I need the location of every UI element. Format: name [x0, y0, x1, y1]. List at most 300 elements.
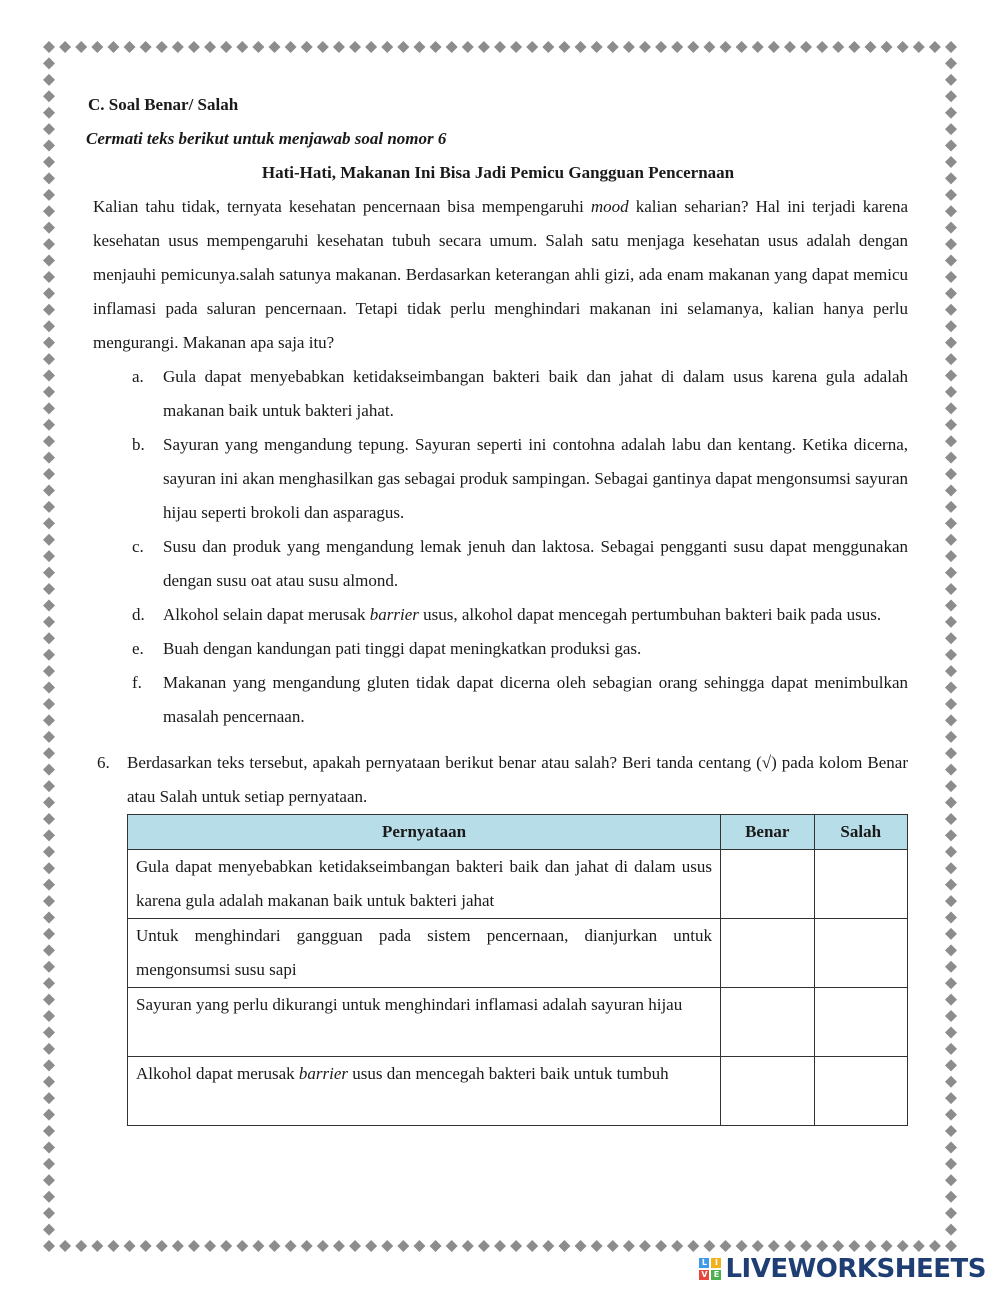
border-diamond [43, 140, 55, 152]
true-checkbox-cell[interactable] [721, 1057, 814, 1126]
header-true: Benar [721, 815, 814, 850]
border-diamond [43, 107, 55, 119]
border-diamond [526, 1240, 538, 1252]
border-diamond [816, 41, 828, 53]
border-diamond [252, 1240, 264, 1252]
border-diamond [929, 41, 941, 53]
border-diamond [220, 41, 232, 53]
list-item-label: a. [132, 367, 144, 386]
border-diamond [156, 1240, 168, 1252]
border-diamond [43, 928, 55, 940]
border-diamond [945, 74, 957, 86]
border-diamond [800, 41, 812, 53]
list-item-text: Susu dan produk yang mengandung lemak jenuh dan laktosa. Sebagai pengganti susu dapat menggunakan dengan susu oat atau susu almond. [163, 537, 908, 590]
border-diamond [945, 484, 957, 496]
border-diamond [945, 994, 957, 1006]
border-diamond [542, 41, 554, 53]
border-diamond [446, 1240, 458, 1252]
border-diamond [945, 1076, 957, 1088]
border-diamond [510, 1240, 522, 1252]
border-diamond [945, 928, 957, 940]
border-diamond [736, 1240, 748, 1252]
border-diamond [945, 205, 957, 217]
border-diamond [43, 1224, 55, 1236]
border-diamond [413, 41, 425, 53]
border-diamond [124, 1240, 136, 1252]
border-diamond [687, 41, 699, 53]
border-diamond [832, 1240, 844, 1252]
border-diamond [349, 1240, 361, 1252]
border-diamond [446, 41, 458, 53]
border-diamond [945, 1092, 957, 1104]
border-diamond [43, 468, 55, 480]
false-checkbox-cell[interactable] [814, 850, 908, 919]
header-false: Salah [814, 815, 908, 850]
border-diamond [43, 1010, 55, 1022]
food-list [88, 360, 908, 734]
border-diamond [285, 1240, 297, 1252]
border-diamond [43, 780, 55, 792]
border-diamond [945, 140, 957, 152]
border-diamond [945, 1240, 957, 1252]
border-diamond [768, 1240, 780, 1252]
border-diamond [768, 41, 780, 53]
logo-tile: L [699, 1258, 709, 1268]
border-diamond [945, 829, 957, 841]
border-diamond [945, 977, 957, 989]
border-diamond [945, 1059, 957, 1071]
list-item-label: f. [132, 673, 142, 692]
border-diamond [43, 189, 55, 201]
border-diamond [945, 320, 957, 332]
border-diamond [43, 501, 55, 513]
border-diamond [43, 714, 55, 726]
border-diamond [43, 1043, 55, 1055]
border-diamond [478, 41, 490, 53]
border-diamond [864, 1240, 876, 1252]
border-diamond [43, 912, 55, 924]
border-diamond [816, 1240, 828, 1252]
border-diamond [945, 944, 957, 956]
table-header-row [128, 815, 908, 850]
true-checkbox-cell[interactable] [721, 850, 814, 919]
border-diamond [720, 41, 732, 53]
worksheet-content [88, 88, 908, 1126]
true-checkbox-cell[interactable] [721, 919, 814, 988]
border-diamond [897, 1240, 909, 1252]
border-diamond [462, 1240, 474, 1252]
border-diamond [510, 41, 522, 53]
table-row [128, 988, 908, 1057]
border-diamond [945, 961, 957, 973]
border-diamond [43, 435, 55, 447]
list-item-label: c. [132, 537, 144, 556]
article-intro [93, 190, 908, 360]
border-diamond [945, 156, 957, 168]
list-item-text-after: usus, alkohol dapat mencegah pertumbuhan bakteri baik pada usus. [418, 605, 882, 624]
border-diamond [945, 764, 957, 776]
border-diamond [945, 255, 957, 267]
border-diamond [945, 862, 957, 874]
border-diamond [945, 123, 957, 135]
border-diamond [43, 156, 55, 168]
border-diamond [43, 1092, 55, 1104]
list-item-label: d. [132, 605, 145, 624]
border-diamond [59, 41, 71, 53]
border-diamond [365, 41, 377, 53]
border-diamond [204, 41, 216, 53]
list-item [88, 632, 908, 666]
border-diamond [945, 1158, 957, 1170]
border-diamond [752, 41, 764, 53]
border-diamond [430, 1240, 442, 1252]
border-diamond [43, 944, 55, 956]
border-diamond [124, 41, 136, 53]
border-diamond [558, 1240, 570, 1252]
border-diamond [945, 238, 957, 250]
border-diamond [929, 1240, 941, 1252]
list-item-text: Gula dapat menyebabkan ketidakseimbangan bakteri baik dan jahat di dalam usus karena gula adalah makanan baik untuk bakteri jahat. [163, 367, 908, 420]
border-diamond [897, 41, 909, 53]
border-diamond [43, 517, 55, 529]
border-diamond [639, 1240, 651, 1252]
border-diamond [945, 567, 957, 579]
border-diamond [913, 41, 925, 53]
border-diamond [607, 1240, 619, 1252]
border-diamond [333, 1240, 345, 1252]
border-diamond [301, 41, 313, 53]
border-diamond [43, 977, 55, 989]
border-diamond [172, 1240, 184, 1252]
border-diamond [43, 797, 55, 809]
border-diamond [43, 862, 55, 874]
border-diamond [397, 1240, 409, 1252]
border-diamond [43, 1059, 55, 1071]
border-diamond [752, 1240, 764, 1252]
border-diamond [43, 665, 55, 677]
watermark-text: LIVEWORKSHEETS [725, 1254, 986, 1284]
border-diamond [43, 320, 55, 332]
border-diamond [526, 41, 538, 53]
table-row [128, 850, 908, 919]
border-diamond [558, 41, 570, 53]
border-diamond [575, 1240, 587, 1252]
border-diamond [269, 1240, 281, 1252]
border-diamond [43, 632, 55, 644]
border-diamond [43, 682, 55, 694]
border-diamond [864, 41, 876, 53]
border-diamond [945, 649, 957, 661]
border-diamond [43, 1141, 55, 1153]
border-diamond [43, 961, 55, 973]
border-diamond [91, 1240, 103, 1252]
border-diamond [736, 41, 748, 53]
liveworksheets-watermark [699, 1254, 986, 1284]
border-diamond [945, 747, 957, 759]
border-diamond [75, 1240, 87, 1252]
intro-part-2: kalian seharian? Hal ini terjadi karena kesehatan usus mempengaruhi kesehatan tubuh secara umum. Salah satu menjaga kesehatan usus adalah dengan menjauhi pemicunya.salah satunya makanan. Berdasarkan keterangan ahli gizi, ada enam makanan yang dapat memicu inflamasi pada saluran pencernaan. Tetapi tidak perlu menghindari makanan ini selamanya, kalian hanya perlu mengurangi. Makanan apa saja itu? [93, 197, 908, 352]
border-diamond [945, 337, 957, 349]
border-diamond [671, 41, 683, 53]
border-diamond [945, 1141, 957, 1153]
border-diamond [381, 41, 393, 53]
list-item-text: Makanan yang mengandung gluten tidak dapat dicerna oleh sebagian orang sehingga dapat menimbulkan masalah pencernaan. [163, 673, 908, 726]
border-diamond [140, 41, 152, 53]
border-diamond [945, 435, 957, 447]
logo-tile: V [701, 1270, 708, 1279]
border-diamond [945, 1026, 957, 1038]
border-diamond [397, 41, 409, 53]
border-diamond [945, 665, 957, 677]
border-diamond [655, 1240, 667, 1252]
border-diamond [413, 1240, 425, 1252]
border-diamond [317, 1240, 329, 1252]
border-diamond [945, 616, 957, 628]
border-diamond [140, 1240, 152, 1252]
list-item-label: e. [132, 639, 144, 658]
border-diamond [204, 1240, 216, 1252]
border-diamond [252, 41, 264, 53]
false-checkbox-cell[interactable] [814, 919, 908, 988]
border-diamond [945, 41, 957, 53]
border-diamond [43, 1174, 55, 1186]
border-diamond [687, 1240, 699, 1252]
border-diamond [832, 41, 844, 53]
border-diamond [945, 419, 957, 431]
border-diamond [575, 41, 587, 53]
border-diamond [43, 255, 55, 267]
border-diamond [848, 41, 860, 53]
false-checkbox-cell[interactable] [814, 988, 908, 1057]
border-diamond [43, 386, 55, 398]
border-diamond [945, 912, 957, 924]
border-diamond [236, 1240, 248, 1252]
list-item [88, 360, 908, 428]
border-diamond [591, 1240, 603, 1252]
border-diamond [800, 1240, 812, 1252]
border-diamond [945, 287, 957, 299]
border-diamond [945, 682, 957, 694]
border-diamond [43, 304, 55, 316]
border-diamond [784, 41, 796, 53]
border-diamond [945, 698, 957, 710]
statement-cell: Sayuran yang perlu dikurangi untuk menghindari inflamasi adalah sayuran hijau [128, 988, 721, 1057]
list-item-text-before: Alkohol selain dapat merusak [163, 605, 370, 624]
border-diamond [43, 616, 55, 628]
border-diamond [945, 222, 957, 234]
list-item-text: Buah dengan kandungan pati tinggi dapat meningkatkan produksi gas. [163, 639, 642, 658]
list-item [88, 530, 908, 598]
border-diamond [285, 41, 297, 53]
statement-cell: Untuk menghindari gangguan pada sistem pencernaan, dianjurkan untuk mengonsumsi susu sapi [128, 919, 721, 988]
border-diamond [494, 1240, 506, 1252]
border-diamond [945, 632, 957, 644]
list-item [88, 598, 908, 632]
border-diamond [945, 879, 957, 891]
border-diamond [945, 599, 957, 611]
border-diamond [43, 1125, 55, 1137]
statement-italic-word: barrier [298, 1064, 349, 1083]
border-diamond [945, 550, 957, 562]
border-diamond [945, 501, 957, 513]
list-item-text: Sayuran yang mengandung tepung. Sayuran seperti ini contohna adalah labu dan kentang. Ketika dicerna, sayuran ini akan menghasilkan gas sebagai produk sampingan. Sebagai gantinya dapat mengonsumsi sayuran hijau seperti brokoli dan asparagus. [163, 435, 908, 522]
border-diamond [848, 1240, 860, 1252]
border-diamond [43, 238, 55, 250]
border-diamond [349, 41, 361, 53]
liveworksheets-logo-icon [699, 1258, 721, 1280]
border-diamond [945, 731, 957, 743]
border-diamond [43, 452, 55, 464]
border-diamond [43, 994, 55, 1006]
border-diamond [43, 829, 55, 841]
border-diamond [107, 1240, 119, 1252]
border-diamond [43, 1026, 55, 1038]
border-diamond [333, 41, 345, 53]
border-diamond [945, 1043, 957, 1055]
border-diamond [945, 517, 957, 529]
border-diamond [188, 41, 200, 53]
table-row [128, 1057, 908, 1126]
instruction-text: Cermati teks berikut untuk menjawab soal nomor 6 [86, 129, 447, 148]
border-diamond [43, 534, 55, 546]
border-diamond [43, 846, 55, 858]
border-diamond [945, 1010, 957, 1022]
border-diamond [43, 1076, 55, 1088]
false-checkbox-cell[interactable] [814, 1057, 908, 1126]
border-diamond [945, 386, 957, 398]
border-diamond [43, 90, 55, 102]
border-diamond [43, 287, 55, 299]
list-item [88, 666, 908, 734]
border-diamond [220, 1240, 232, 1252]
list-item-label: b. [132, 435, 145, 454]
border-diamond [703, 41, 715, 53]
border-diamond [43, 205, 55, 217]
border-diamond [945, 57, 957, 69]
border-diamond [478, 1240, 490, 1252]
border-diamond [43, 74, 55, 86]
logo-tile: E [711, 1270, 721, 1280]
border-diamond [43, 484, 55, 496]
intro-italic-word: mood [590, 197, 629, 216]
border-diamond [945, 402, 957, 414]
border-diamond [43, 550, 55, 562]
border-diamond [43, 747, 55, 759]
border-diamond [91, 41, 103, 53]
border-diamond [945, 189, 957, 201]
border-diamond [945, 813, 957, 825]
border-diamond [381, 1240, 393, 1252]
border-diamond [269, 41, 281, 53]
border-diamond [43, 41, 55, 53]
border-diamond [945, 1109, 957, 1121]
border-diamond [43, 813, 55, 825]
border-diamond [639, 41, 651, 53]
border-diamond [43, 172, 55, 184]
border-diamond [43, 222, 55, 234]
border-diamond [43, 271, 55, 283]
border-diamond [945, 895, 957, 907]
border-diamond [623, 1240, 635, 1252]
border-diamond [43, 369, 55, 381]
border-diamond [43, 764, 55, 776]
border-diamond [671, 1240, 683, 1252]
true-checkbox-cell[interactable] [721, 988, 814, 1057]
border-diamond [43, 649, 55, 661]
statement-cell [128, 1057, 721, 1126]
border-diamond [462, 41, 474, 53]
border-diamond [945, 90, 957, 102]
border-diamond [43, 1240, 55, 1252]
border-diamond [59, 1240, 71, 1252]
border-diamond [945, 468, 957, 480]
border-diamond [317, 41, 329, 53]
border-diamond [945, 780, 957, 792]
border-diamond [945, 1191, 957, 1203]
statement-text-after: usus dan mencegah bakteri baik untuk tumbuh [348, 1064, 669, 1083]
border-diamond [623, 41, 635, 53]
border-diamond [43, 1207, 55, 1219]
statement-text-before: Alkohol dapat merusak [136, 1064, 299, 1083]
statement-cell: Gula dapat menyebabkan ketidakseimbangan bakteri baik dan jahat di dalam usus karena gula adalah makanan baik untuk bakteri jahat [128, 850, 721, 919]
border-diamond [301, 1240, 313, 1252]
list-item-italic-word: barrier [369, 605, 419, 624]
border-diamond [945, 353, 957, 365]
border-diamond [43, 567, 55, 579]
border-diamond [881, 1240, 893, 1252]
list-item [88, 428, 908, 530]
border-diamond [43, 698, 55, 710]
border-diamond [945, 534, 957, 546]
border-diamond [945, 304, 957, 316]
border-diamond [43, 1191, 55, 1203]
border-diamond [236, 41, 248, 53]
border-diamond [703, 1240, 715, 1252]
question-number: 6. [97, 753, 110, 772]
border-diamond [43, 402, 55, 414]
border-diamond [945, 1125, 957, 1137]
border-diamond [784, 1240, 796, 1252]
border-diamond [43, 57, 55, 69]
table-row [128, 919, 908, 988]
border-diamond [43, 353, 55, 365]
border-diamond [43, 731, 55, 743]
border-diamond [494, 41, 506, 53]
border-diamond [945, 271, 957, 283]
logo-tile: I [711, 1258, 721, 1268]
border-diamond [365, 1240, 377, 1252]
border-diamond [43, 879, 55, 891]
border-diamond [43, 599, 55, 611]
border-diamond [43, 123, 55, 135]
border-diamond [43, 337, 55, 349]
border-diamond [43, 583, 55, 595]
border-diamond [881, 41, 893, 53]
border-diamond [107, 41, 119, 53]
border-diamond [43, 1158, 55, 1170]
border-diamond [188, 1240, 200, 1252]
border-diamond [945, 107, 957, 119]
border-diamond [945, 1174, 957, 1186]
border-diamond [945, 846, 957, 858]
border-diamond [43, 419, 55, 431]
border-diamond [945, 452, 957, 464]
true-false-table [127, 814, 908, 1126]
border-diamond [655, 41, 667, 53]
border-diamond [591, 41, 603, 53]
border-diamond [945, 1224, 957, 1236]
article-title: Hati-Hati, Makanan Ini Bisa Jadi Pemicu Gangguan Pencernaan [261, 163, 735, 182]
